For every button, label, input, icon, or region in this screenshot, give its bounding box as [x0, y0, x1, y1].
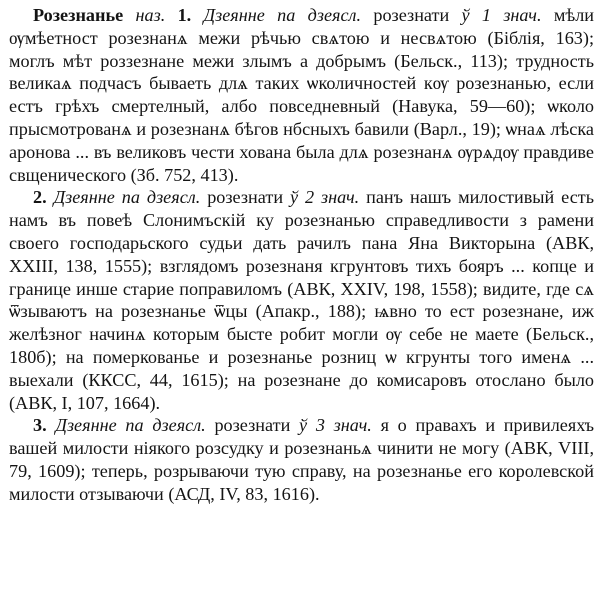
sense-3-citations: я о правахъ и привилеяхъ вашей милости нiякого розсудку и розезнаньѧ чинити не могу (АВК, VIII, 79, 1609); теперь, розрываючи тую справу, на розезнанье его королевской милости отзываючи (АСД, IV, 83, 1616). [9, 415, 595, 504]
sense-2-definition: Дзеянне па дзеясл. [53, 187, 201, 208]
sense-1-citations: мѣли ѹмѣетност розезнанѧ межи рѣчью свѧтою и несвѧтою (Біблія, 163); моглъ мѣт роззезнане межи злымъ а добрымъ (Бельск., 113); трудность великаѧ подчасъ бываеть длѧ таких ѡколичностей кѹ розезнанью, если естъ грѣхъ смертелный, албо повседневный (Навука, 59—60); ѡколо прысмотрованѧ и розезнанѧ бѣгов нбсныхъ бавили (Варл., 19); ѡнаѧ лѣска аронова ... въ великовъ чести хована была длѧ розезнанѧ ѹрѧдѹ правдиве свщенического (Зб. 752, 413). [9, 5, 595, 185]
part-of-speech: наз. [135, 5, 166, 25]
sense-2-gloss-ref: ў 2 знач. [289, 187, 360, 208]
sense-2-paragraph [9, 186, 594, 414]
sense-3-number: 3. [33, 415, 47, 436]
headword: Розезнанье [33, 5, 124, 25]
sense-1-gloss-ref: ў 1 знач. [461, 5, 542, 25]
sense-1-number: 1. [177, 5, 192, 25]
sense-3-paragraph [9, 414, 594, 505]
sense-2-gloss-verb: розезнати [207, 187, 284, 208]
sense-3-gloss-verb: розезнати [214, 415, 291, 436]
sense-2-citations: панъ нашъ милостивый есть намъ въ повеѣ Слонимъскій ку розезнанью справедливости з рамени своего господарьского судьи дать рачилъ пана Яна Викторына (АВК, XXIII, 138, 1555); взглядомъ розезнаня кгрунтовъ тихъ бояръ ... копце и границе инше старие поправиломъ (АВК, XXIV, 198, 1558); видите, где сѧ ѿзываютъ на розезнанье ѿцы (Апакр., 188); ѩвно то ест розезнане, иж желѣзног начинѧ которым бысте робит могли ѹ себе не маете (Бельск., 180б); на померкованье и розезнанье розниц ѡ кгрунты того именѧ ... выехали (ККСС, 44, 1615); на розезнане до комисаровъ отослано было (АВК, I, 107, 1664). [9, 187, 595, 413]
sense-3-gloss-ref: ў 3 знач. [299, 415, 372, 436]
sense-1-paragraph [9, 4, 594, 186]
sense-1-gloss-verb: розезнати [373, 5, 450, 25]
sense-3-definition: Дзеянне па дзеясл. [55, 415, 206, 436]
sense-1-definition: Дзеянне па дзеясл. [203, 5, 362, 25]
sense-2-number: 2. [33, 187, 47, 208]
